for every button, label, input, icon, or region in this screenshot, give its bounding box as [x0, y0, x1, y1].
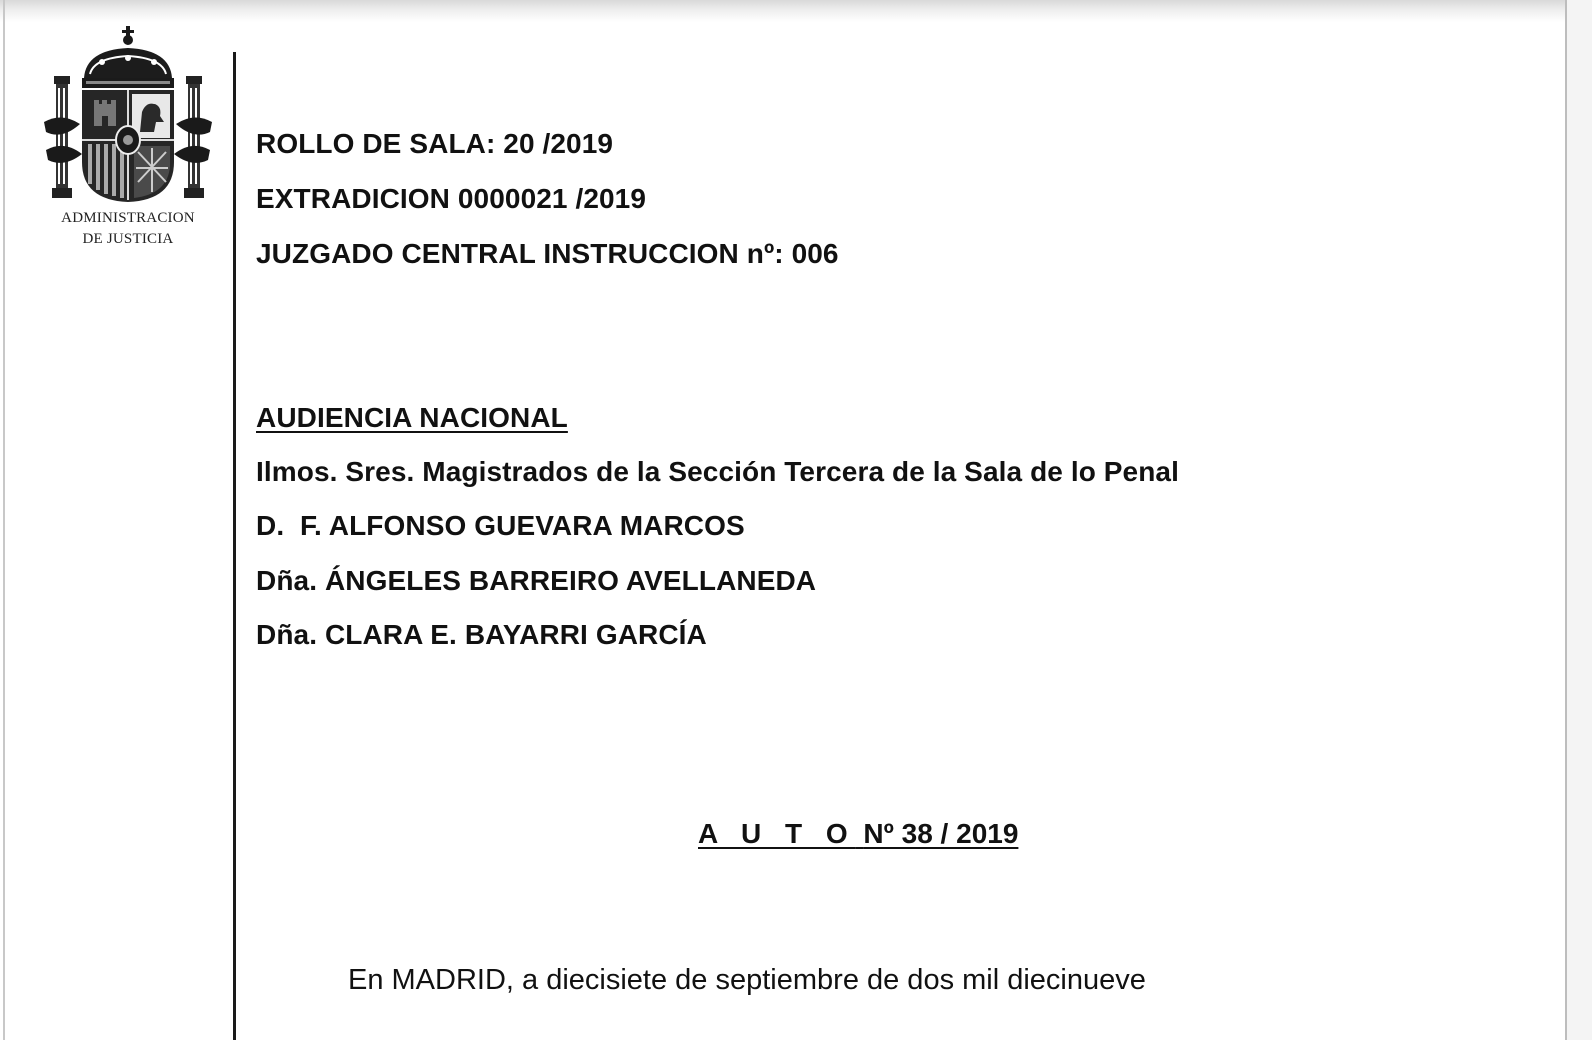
date-line: En MADRID, a diecisiete de septiembre de dos mil diecinueve [348, 964, 1146, 996]
margin-divider [233, 52, 236, 1040]
juzgado-central: JUZGADO CENTRAL INSTRUCCION nº: 006 [256, 238, 839, 269]
rollo-de-sala: ROLLO DE SALA: 20 /2019 [256, 128, 614, 159]
magistrate-1: D. F. ALFONSO GUEVARA MARCOS [256, 510, 745, 541]
auto-title [698, 818, 1018, 850]
court-name: AUDIENCIA NACIONAL [256, 402, 568, 433]
page-top-shadow [0, 0, 1592, 22]
page-right-gutter [1567, 0, 1592, 1040]
extradicion-number: EXTRADICION 0000021 /2019 [256, 183, 647, 214]
auto-label: A U T O [698, 818, 856, 849]
magistrate-3: Dña. CLARA E. BAYARRI GARCÍA [256, 619, 707, 650]
emblem-caption [28, 208, 228, 250]
panel-heading: Ilmos. Sres. Magistrados de la Sección Tercera de la Sala de lo Penal [256, 456, 1179, 487]
magistrate-2: Dña. ÁNGELES BARREIRO AVELLANEDA [256, 565, 817, 596]
emblem-caption-line-1: ADMINISTRACION [61, 210, 195, 226]
auto-number: Nº 38 / 2019 [863, 818, 1019, 849]
coat-of-arms-icon [42, 22, 214, 206]
page-left-edge [3, 0, 5, 1040]
emblem-caption-line-2: DE JUSTICIA [82, 231, 174, 247]
